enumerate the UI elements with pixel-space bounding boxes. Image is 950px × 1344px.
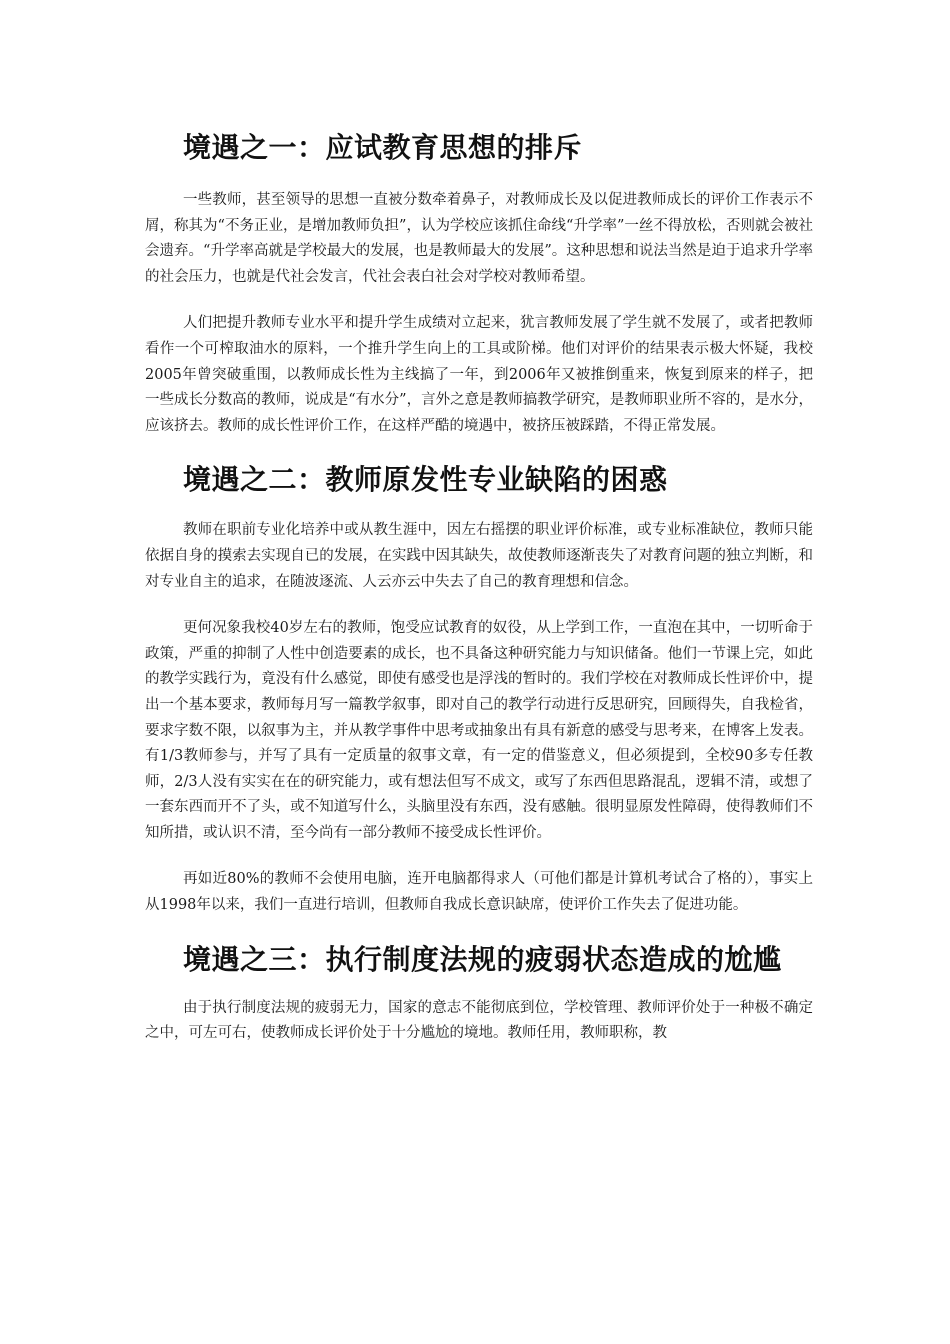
section-3 — [145, 940, 813, 1047]
paragraph: 再如近80%的教师不会使用电脑，连开电脑都得求人（可他们都是计算机考试合了格的），事实上从1998年以来，我们一直进行培训，但教师自我成长意识缺席，使评价工作失去了促进功能。 — [145, 871, 813, 914]
paragraph: 人们把提升教师专业水平和提升学生成绩对立起来，犹言教师发展了学生就不发展了，或者把教师看作一个可榨取油水的原料，一个推升学生向上的工具或阶梯。他们对评价的结果表示极大怀疑，我校2005年曾突破重围，以教师成长性为主线搞了一年，到2006年又被推倒重来，恢复到原来的样子，把一些成长分数高的教师，说成是“有水分”，言外之意是教师搞教学研究，是教师职业所不容的，是水分，应该挤去。教师的成长性评价工作，在这样严酷的境遇中，被挤压被踩踏，不得正常发展。 — [145, 315, 813, 434]
paragraph: 由于执行制度法规的疲弱无力，国家的意志不能彻底到位，学校管理、教师评价处于一种极不确定之中，可左可右，使教师成长评价处于十分尴尬的境地。教师任用，教师职称，教 — [145, 999, 813, 1042]
section-heading: 境遇之二：教师原发性专业缺陷的困惑 — [183, 463, 668, 497]
paragraph: 教师在职前专业化培养中或从教生涯中，因左右摇摆的职业评价标准，或专业标准缺位，教师只能依据自身的摸索去实现自已的发展，在实践中因其缺失，故使教师逐渐丧失了对教育问题的独立判断，和对专业自主的追求，在随波逐流、人云亦云中失去了自己的教育理想和信念。 — [145, 522, 813, 590]
paragraph: 一些教师，甚至领导的思想一直被分数牵着鼻子，对教师成长及以促进教师成长的评价工作表示不屑，称其为“不务正业，是增加教师负担”，认为学校应该抓住命线“升学率”一丝不得放松，否则就会被社会遗弃。“升学率高就是学校最大的发展，也是教师最大的发展”。这种思想和说法当然是迫于追求升学率的社会压力，也就是代社会发言，代社会表白社会对学校对教师希望。 — [145, 192, 813, 285]
section-1 — [145, 128, 813, 439]
paragraph: 更何况象我校40岁左右的教师，饱受应试教育的奴役，从上学到工作，一直泡在其中，一切听命于政策，严重的抑制了人性中创造要素的成长，也不具备这种研究能力与知识储备。他们一节课上完，如此的教学实践行为，竟没有什么感觉，即使有感受也是浮浅的暂时的。我们学校在对教师成长性评价中，提出一个基本要求，教师每月写一篇教学叙事，即对自己的教学行动进行反思研究，回顾得失，自我检省，要求字数不限，以叙事为主，并从教学事件中思考或抽象出有具有新意的感受与思考来，在博客上发表。有1/3教师参与，并写了具有一定质量的叙事文章，有一定的借鉴意义，但必须提到，全校90多专任教师，2/3人没有实实在在的研究能力，或有想法但写不成文，或写了东西但思路混乱，逻辑不清，或想了一套东西而开不了头，或不知道写什么，头脑里没有东西，没有感触。很明显原发性障碍，使得教师们不知所措，或认识不清，至今尚有一部分教师不接受成长性评价。 — [145, 620, 813, 841]
section-heading: 境遇之一：应试教育思想的排斥 — [183, 131, 583, 164]
document-body — [145, 128, 813, 1068]
section-2 — [145, 460, 813, 918]
section-heading: 境遇之三：执行制度法规的疲弱状态造成的尬尴 — [183, 942, 782, 976]
